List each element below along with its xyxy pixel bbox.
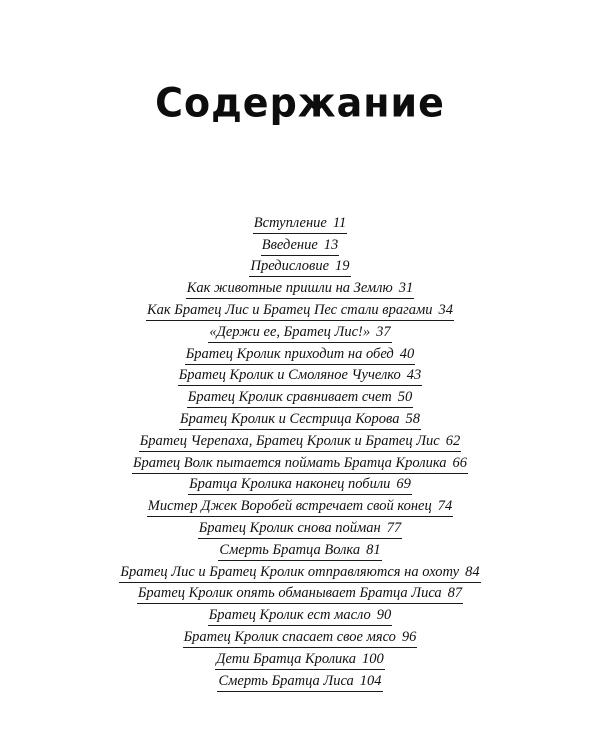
toc-row bbox=[0, 583, 600, 605]
toc-entry-link[interactable] bbox=[188, 476, 412, 495]
toc-page-number: 84 bbox=[465, 563, 480, 580]
toc-entry-title: «Держи ее, Братец Лис!» bbox=[209, 323, 371, 340]
toc-page-number: 77 bbox=[386, 519, 402, 536]
toc-entry-title: Братец Лис и Братец Кролик отправляются на охоту bbox=[120, 563, 460, 580]
toc-row bbox=[0, 321, 600, 343]
toc-page-number: 104 bbox=[359, 672, 382, 689]
toc-row bbox=[0, 539, 600, 561]
toc-page-number: 81 bbox=[366, 541, 381, 558]
toc-entry-link[interactable] bbox=[132, 455, 468, 474]
toc-page-number: 13 bbox=[323, 236, 339, 253]
toc-row bbox=[0, 452, 600, 474]
toc-entry-title: Введение bbox=[261, 236, 318, 253]
toc-page-number: 34 bbox=[438, 301, 453, 318]
toc-entry-title: Вступление bbox=[253, 214, 327, 231]
toc-page-number: 50 bbox=[397, 389, 413, 406]
toc-page-number: 66 bbox=[452, 454, 468, 471]
toc-entry-title: Смерть Братца Лиса bbox=[218, 672, 354, 689]
table-of-contents bbox=[0, 212, 600, 692]
toc-row bbox=[0, 408, 600, 430]
toc-page-number: 100 bbox=[361, 650, 384, 667]
toc-entry-link[interactable] bbox=[139, 433, 462, 452]
toc-entry-link[interactable] bbox=[147, 498, 453, 517]
toc-entry-title: Мистер Джек Воробей встречает свой конец bbox=[147, 498, 432, 515]
toc-row bbox=[0, 430, 600, 452]
toc-row bbox=[0, 517, 600, 539]
toc-entry-link[interactable] bbox=[208, 324, 391, 343]
toc-entry-link[interactable] bbox=[186, 280, 414, 299]
toc-row bbox=[0, 277, 600, 299]
toc-row bbox=[0, 299, 600, 321]
toc-entry-link[interactable] bbox=[198, 520, 402, 539]
toc-row bbox=[0, 670, 600, 692]
toc-page-number: 37 bbox=[376, 323, 391, 340]
toc-row bbox=[0, 495, 600, 517]
page-title: Содержание bbox=[155, 80, 445, 127]
toc-page-number: 11 bbox=[332, 214, 347, 231]
toc-entry-link[interactable] bbox=[253, 215, 348, 234]
toc-row bbox=[0, 648, 600, 670]
toc-entry-title: Братец Кролик сравнивает счет bbox=[187, 389, 392, 406]
toc-page-number: 90 bbox=[376, 607, 392, 624]
toc-page-number: 96 bbox=[401, 628, 417, 645]
toc-entry-title: Смерть Братца Волка bbox=[219, 541, 361, 558]
toc-row bbox=[0, 626, 600, 648]
toc-page-number: 31 bbox=[398, 280, 414, 297]
toc-entry-title: Братец Кролик и Сестрица Корова bbox=[180, 410, 400, 427]
toc-entry-title: Братец Кролик ест масло bbox=[208, 607, 371, 624]
toc-page-number: 43 bbox=[406, 367, 422, 384]
toc-entry-link[interactable] bbox=[185, 346, 415, 365]
toc-page-number: 19 bbox=[335, 258, 350, 275]
toc-entry-title: Братец Кролик и Смоляное Чучелко bbox=[178, 367, 401, 384]
toc-entry-link[interactable] bbox=[208, 607, 393, 626]
toc-entry-link[interactable] bbox=[215, 651, 384, 670]
toc-entry-title: Братца Кролика наконец побили bbox=[189, 476, 391, 493]
toc-entry-link[interactable] bbox=[179, 411, 421, 430]
toc-row bbox=[0, 234, 600, 256]
toc-entry-title: Как Братец Лис и Братец Пес стали врагами bbox=[147, 301, 433, 318]
toc-page-number: 69 bbox=[396, 476, 411, 493]
toc-entry-title: Дети Братца Кролика bbox=[216, 650, 356, 667]
toc-row bbox=[0, 604, 600, 626]
toc-row bbox=[0, 474, 600, 496]
toc-entry-link[interactable] bbox=[218, 542, 381, 561]
toc-page-number: 62 bbox=[445, 432, 461, 449]
toc-row bbox=[0, 386, 600, 408]
toc-row bbox=[0, 343, 600, 365]
toc-page-number: 74 bbox=[437, 498, 453, 515]
toc-entry-link[interactable] bbox=[137, 585, 463, 604]
toc-row bbox=[0, 561, 600, 583]
toc-entry-link[interactable] bbox=[183, 629, 418, 648]
toc-entry-link[interactable] bbox=[187, 389, 413, 408]
toc-entry-link[interactable] bbox=[261, 237, 340, 256]
toc-entry-title: Братец Черепаха, Братец Кролик и Братец Лис bbox=[139, 432, 440, 449]
toc-entry-title: Братец Кролик спасает свое мясо bbox=[183, 628, 396, 645]
toc-row bbox=[0, 365, 600, 387]
toc-page-number: 58 bbox=[405, 410, 420, 427]
toc-page-number: 87 bbox=[447, 585, 463, 602]
toc-entry-link[interactable] bbox=[178, 367, 423, 386]
toc-entry-title: Братец Кролик снова пойман bbox=[198, 519, 381, 536]
toc-entry-title: Как животные пришли на Землю bbox=[186, 280, 393, 297]
toc-page-number: 40 bbox=[399, 345, 415, 362]
toc-entry-link[interactable] bbox=[249, 258, 350, 277]
toc-entry-link[interactable] bbox=[146, 302, 454, 321]
toc-entry-title: Предисловие bbox=[250, 258, 330, 275]
toc-entry-link[interactable] bbox=[119, 564, 480, 583]
toc-entry-link[interactable] bbox=[217, 673, 382, 692]
toc-row bbox=[0, 256, 600, 278]
toc-row bbox=[0, 212, 600, 234]
toc-entry-title: Братец Волк пытается поймать Братца Кролика bbox=[132, 454, 447, 471]
toc-entry-title: Братец Кролик приходит на обед bbox=[185, 345, 394, 362]
toc-entry-title: Братец Кролик опять обманывает Братца Лиса bbox=[137, 585, 442, 602]
